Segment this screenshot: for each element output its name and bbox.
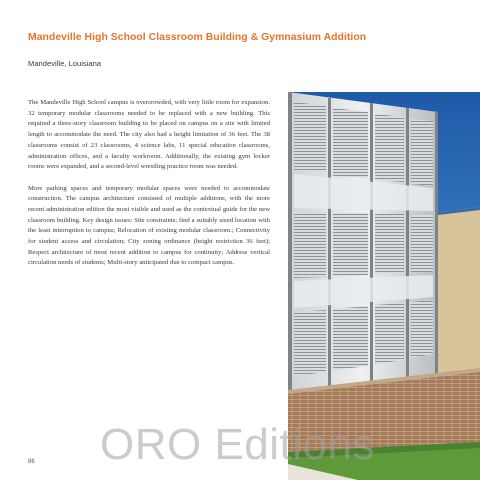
publisher-watermark: ORO Editions [100, 420, 375, 469]
page-title: Mandeville High School Classroom Building & Gymnasium Addition [28, 32, 367, 43]
page-number: 86 [28, 459, 35, 465]
body-text [28, 98, 270, 280]
paragraph: More parking spaces and temporary modular spaces were needed to accommodate construction. The campus architecture consisted of multiple additions, with the more recent administration edition the most visible and used as the contextual guide for the new classroom building. Key design issues: Site constraints; find a suitably sized location with the least interruption to campus; Relocation of existing modular classroom.; Connectivity for student access and circulation; City zoning ordinance (height restriction 36 feet); Respect architecture of most recent addition to campus for continuity; Address vertical circulation needs of students; Multi-story anticipated due to compact campus. [28, 184, 270, 267]
paragraph: The Mandeville High School campus is overcrowded, with very little room for expansion. 32 temporary modular classrooms needed to be replaced with a new building. This required a three-story classroom building to be placed on campus on a site with limited length to accommodate the need. The city also had a height limitation of 36 feet. The 38 classrooms consist of 23 classrooms, 4 science labs, 11 special education classrooms, administration offices, and a faculty workroom. Additionally, the existing gym locker rooms were expanded, and a second-level wrestling practice room was needed. [28, 99, 270, 171]
project-location: Mandeville, Louisiana [28, 59, 102, 68]
